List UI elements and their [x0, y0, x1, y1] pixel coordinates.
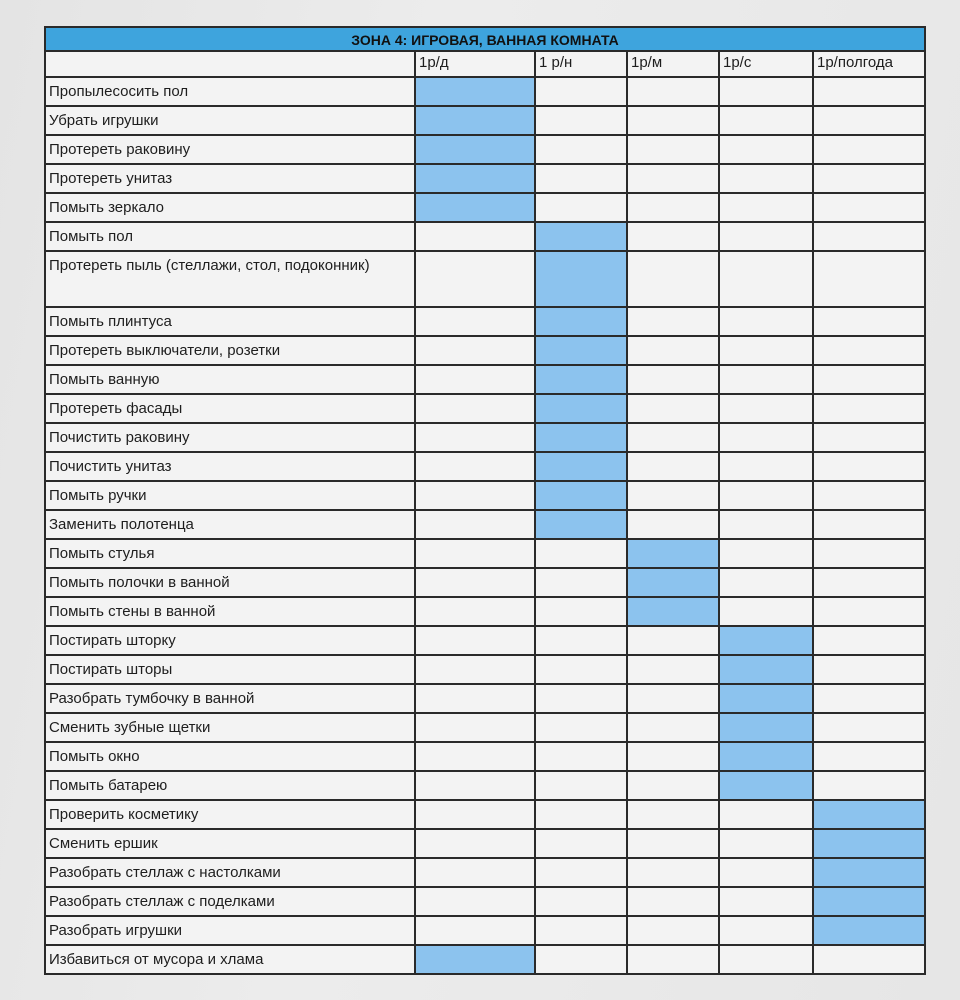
cell-seasonal	[719, 771, 813, 800]
cell-weekly	[535, 655, 627, 684]
table-row	[45, 684, 925, 713]
table-row	[45, 539, 925, 568]
cell-monthly	[627, 945, 719, 974]
cell-half-year	[813, 365, 925, 394]
cell-monthly	[627, 713, 719, 742]
cell-seasonal	[719, 423, 813, 452]
cell-seasonal	[719, 655, 813, 684]
cell-seasonal	[719, 510, 813, 539]
cell-daily	[415, 539, 535, 568]
cell-half-year	[813, 336, 925, 365]
cell-daily	[415, 222, 535, 251]
cell-weekly	[535, 481, 627, 510]
cell-monthly	[627, 251, 719, 307]
cell-half-year	[813, 568, 925, 597]
cell-half-year	[813, 713, 925, 742]
cell-half-year	[813, 742, 925, 771]
cell-seasonal	[719, 858, 813, 887]
cell-half-year	[813, 481, 925, 510]
cell-weekly	[535, 539, 627, 568]
cell-monthly	[627, 510, 719, 539]
header-half-year: 1р/полгода	[813, 51, 925, 77]
table-row	[45, 713, 925, 742]
cell-weekly	[535, 394, 627, 423]
table-row	[45, 77, 925, 106]
cell-weekly	[535, 829, 627, 858]
cell-seasonal	[719, 365, 813, 394]
cell-weekly	[535, 742, 627, 771]
table-title: ЗОНА 4: ИГРОВАЯ, ВАННАЯ КОМНАТА	[45, 27, 925, 51]
table-row	[45, 135, 925, 164]
cell-seasonal	[719, 684, 813, 713]
cell-half-year	[813, 77, 925, 106]
cell-monthly	[627, 800, 719, 829]
cell-weekly	[535, 568, 627, 597]
cell-half-year	[813, 106, 925, 135]
cell-monthly	[627, 394, 719, 423]
cell-daily	[415, 684, 535, 713]
cell-seasonal	[719, 829, 813, 858]
cell-half-year	[813, 597, 925, 626]
cell-seasonal	[719, 742, 813, 771]
table-row	[45, 481, 925, 510]
cell-weekly	[535, 423, 627, 452]
cell-half-year	[813, 251, 925, 307]
cell-weekly	[535, 365, 627, 394]
cell-daily	[415, 655, 535, 684]
cell-daily	[415, 251, 535, 307]
cell-daily	[415, 858, 535, 887]
task-label: Помыть пол	[45, 222, 415, 251]
cell-monthly	[627, 336, 719, 365]
cell-daily	[415, 106, 535, 135]
cell-half-year	[813, 423, 925, 452]
cell-seasonal	[719, 336, 813, 365]
cell-seasonal	[719, 713, 813, 742]
cell-weekly	[535, 684, 627, 713]
cell-weekly	[535, 106, 627, 135]
cell-half-year	[813, 394, 925, 423]
task-label: Протереть пыль (стеллажи, стол, подоконник)	[45, 251, 415, 307]
cell-seasonal	[719, 222, 813, 251]
header-weekly: 1 р/н	[535, 51, 627, 77]
cell-monthly	[627, 539, 719, 568]
cell-half-year	[813, 887, 925, 916]
cell-monthly	[627, 829, 719, 858]
cell-monthly	[627, 77, 719, 106]
table-row	[45, 423, 925, 452]
cell-daily	[415, 481, 535, 510]
cell-seasonal	[719, 135, 813, 164]
cell-half-year	[813, 626, 925, 655]
cell-monthly	[627, 135, 719, 164]
cell-monthly	[627, 597, 719, 626]
cell-monthly	[627, 568, 719, 597]
header-monthly: 1р/м	[627, 51, 719, 77]
cell-daily	[415, 365, 535, 394]
cell-half-year	[813, 539, 925, 568]
cell-daily	[415, 742, 535, 771]
title-row	[45, 27, 925, 51]
cell-daily	[415, 77, 535, 106]
cell-half-year	[813, 771, 925, 800]
cell-half-year	[813, 945, 925, 974]
cell-seasonal	[719, 945, 813, 974]
task-label: Разобрать стеллаж с настолками	[45, 858, 415, 887]
cell-daily	[415, 568, 535, 597]
cell-weekly	[535, 887, 627, 916]
task-label: Избавиться от мусора и хлама	[45, 945, 415, 974]
header-task	[45, 51, 415, 77]
cell-half-year	[813, 452, 925, 481]
cell-monthly	[627, 307, 719, 336]
cell-monthly	[627, 193, 719, 222]
cell-monthly	[627, 684, 719, 713]
cell-seasonal	[719, 916, 813, 945]
cell-monthly	[627, 771, 719, 800]
header-row	[45, 51, 925, 77]
task-label: Разобрать игрушки	[45, 916, 415, 945]
task-label: Помыть полочки в ванной	[45, 568, 415, 597]
task-label: Протереть выключатели, розетки	[45, 336, 415, 365]
cell-seasonal	[719, 539, 813, 568]
table-row	[45, 800, 925, 829]
cell-monthly	[627, 106, 719, 135]
cell-monthly	[627, 222, 719, 251]
cell-weekly	[535, 626, 627, 655]
table-row	[45, 307, 925, 336]
task-label: Заменить полотенца	[45, 510, 415, 539]
task-label: Почистить унитаз	[45, 452, 415, 481]
cell-half-year	[813, 193, 925, 222]
table-row	[45, 771, 925, 800]
cell-seasonal	[719, 193, 813, 222]
task-label: Почистить раковину	[45, 423, 415, 452]
cell-seasonal	[719, 77, 813, 106]
cell-weekly	[535, 452, 627, 481]
cell-seasonal	[719, 307, 813, 336]
task-label: Помыть стулья	[45, 539, 415, 568]
table-row	[45, 106, 925, 135]
header-daily: 1р/д	[415, 51, 535, 77]
cell-seasonal	[719, 597, 813, 626]
header-seasonal: 1р/с	[719, 51, 813, 77]
cell-monthly	[627, 916, 719, 945]
cell-weekly	[535, 336, 627, 365]
cell-daily	[415, 510, 535, 539]
table-row	[45, 945, 925, 974]
task-label: Пропылесосить пол	[45, 77, 415, 106]
cell-half-year	[813, 858, 925, 887]
cell-monthly	[627, 626, 719, 655]
cell-daily	[415, 307, 535, 336]
table-row	[45, 365, 925, 394]
task-label: Помыть стены в ванной	[45, 597, 415, 626]
table-row	[45, 394, 925, 423]
task-label: Помыть плинтуса	[45, 307, 415, 336]
task-label: Убрать игрушки	[45, 106, 415, 135]
task-label: Протереть раковину	[45, 135, 415, 164]
task-label: Помыть окно	[45, 742, 415, 771]
cell-weekly	[535, 771, 627, 800]
table-row	[45, 568, 925, 597]
cell-daily	[415, 771, 535, 800]
cell-monthly	[627, 365, 719, 394]
table-row	[45, 510, 925, 539]
cell-weekly	[535, 251, 627, 307]
task-label: Помыть ручки	[45, 481, 415, 510]
cell-weekly	[535, 858, 627, 887]
cell-weekly	[535, 193, 627, 222]
table-row	[45, 222, 925, 251]
cell-daily	[415, 394, 535, 423]
cell-monthly	[627, 423, 719, 452]
cell-seasonal	[719, 394, 813, 423]
cell-seasonal	[719, 481, 813, 510]
cell-weekly	[535, 307, 627, 336]
cell-half-year	[813, 222, 925, 251]
task-list	[45, 77, 925, 974]
task-label: Постирать шторку	[45, 626, 415, 655]
cell-half-year	[813, 800, 925, 829]
cell-monthly	[627, 481, 719, 510]
task-label: Помыть батарею	[45, 771, 415, 800]
cell-daily	[415, 626, 535, 655]
cell-weekly	[535, 945, 627, 974]
table-row	[45, 251, 925, 307]
task-label: Помыть зеркало	[45, 193, 415, 222]
cell-monthly	[627, 452, 719, 481]
cell-weekly	[535, 77, 627, 106]
cell-half-year	[813, 916, 925, 945]
cell-weekly	[535, 510, 627, 539]
cell-daily	[415, 829, 535, 858]
cell-monthly	[627, 858, 719, 887]
task-label: Помыть ванную	[45, 365, 415, 394]
table-row	[45, 193, 925, 222]
table-row	[45, 916, 925, 945]
task-label: Сменить зубные щетки	[45, 713, 415, 742]
cell-weekly	[535, 135, 627, 164]
cell-daily	[415, 887, 535, 916]
table-row	[45, 164, 925, 193]
cell-daily	[415, 336, 535, 365]
cell-daily	[415, 800, 535, 829]
cell-half-year	[813, 655, 925, 684]
cell-daily	[415, 135, 535, 164]
cell-monthly	[627, 655, 719, 684]
task-label: Проверить косметику	[45, 800, 415, 829]
cell-daily	[415, 945, 535, 974]
task-label: Разобрать стеллаж с поделками	[45, 887, 415, 916]
table-row	[45, 742, 925, 771]
cell-monthly	[627, 742, 719, 771]
cell-daily	[415, 193, 535, 222]
cell-daily	[415, 713, 535, 742]
table-row	[45, 829, 925, 858]
cell-half-year	[813, 307, 925, 336]
cell-weekly	[535, 713, 627, 742]
task-label: Протереть унитаз	[45, 164, 415, 193]
cell-daily	[415, 423, 535, 452]
table-row	[45, 858, 925, 887]
cell-seasonal	[719, 568, 813, 597]
cell-daily	[415, 452, 535, 481]
cleaning-schedule-table	[44, 26, 926, 975]
cell-weekly	[535, 916, 627, 945]
table-row	[45, 887, 925, 916]
cell-seasonal	[719, 452, 813, 481]
cell-seasonal	[719, 251, 813, 307]
cell-half-year	[813, 684, 925, 713]
cell-seasonal	[719, 887, 813, 916]
task-label: Протереть фасады	[45, 394, 415, 423]
table-row	[45, 597, 925, 626]
cell-daily	[415, 164, 535, 193]
cell-monthly	[627, 164, 719, 193]
cell-half-year	[813, 510, 925, 539]
cell-half-year	[813, 829, 925, 858]
cell-weekly	[535, 222, 627, 251]
cell-seasonal	[719, 800, 813, 829]
table-row	[45, 626, 925, 655]
cell-weekly	[535, 800, 627, 829]
task-label: Сменить ершик	[45, 829, 415, 858]
cell-weekly	[535, 164, 627, 193]
cell-weekly	[535, 597, 627, 626]
cell-daily	[415, 597, 535, 626]
task-label: Постирать шторы	[45, 655, 415, 684]
cell-seasonal	[719, 626, 813, 655]
cell-seasonal	[719, 106, 813, 135]
cell-monthly	[627, 887, 719, 916]
table-row	[45, 336, 925, 365]
task-label: Разобрать тумбочку в ванной	[45, 684, 415, 713]
cell-daily	[415, 916, 535, 945]
cell-half-year	[813, 164, 925, 193]
cell-half-year	[813, 135, 925, 164]
cell-seasonal	[719, 164, 813, 193]
table-row	[45, 655, 925, 684]
table-row	[45, 452, 925, 481]
